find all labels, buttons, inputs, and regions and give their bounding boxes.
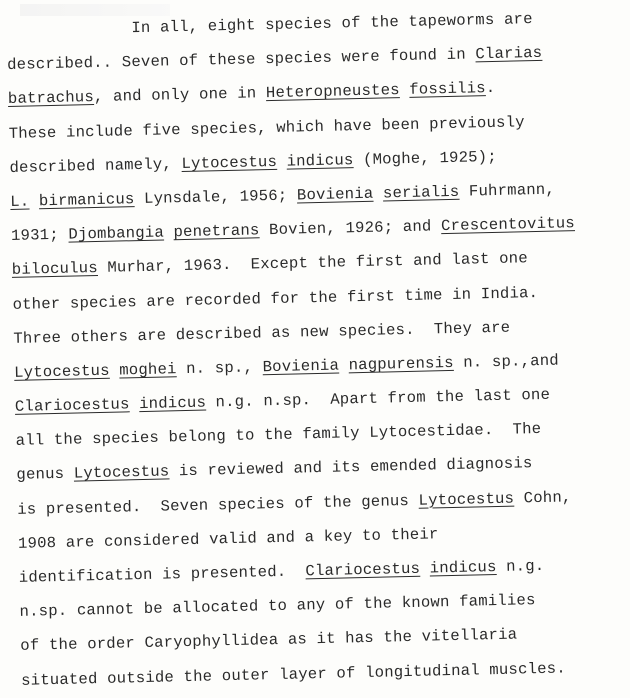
text-segment: Three others are described as new species. They are <box>13 318 511 348</box>
text-segment: 1931; <box>10 225 69 246</box>
text-segment: Lynsdale, 1956; <box>134 186 298 209</box>
underlined-taxon-name: Heteropneustes <box>265 81 400 103</box>
underlined-taxon-name: batrachus <box>7 88 95 109</box>
underlined-taxon-name: Bovienia <box>296 184 374 205</box>
underlined-taxon-name: biloculus <box>11 259 99 280</box>
underlined-taxon-name: Clarias <box>475 44 543 64</box>
underlined-taxon-name: Clariocestus <box>14 395 130 416</box>
text-segment: n. sp., <box>176 358 263 379</box>
underlined-taxon-name: indicus <box>286 150 354 171</box>
text-segment: These include five species, which have been previously <box>8 112 525 143</box>
underlined-taxon-name: Lytocestus <box>181 152 278 173</box>
text-segment: 1908 are considered valid and a key to their <box>17 525 439 553</box>
underlined-taxon-name: L. <box>10 192 30 211</box>
typed-abstract-page <box>6 0 630 698</box>
text-segment: other species are recorded for the first time in India. <box>12 283 539 314</box>
text-segment: is reviewed and its emended diagnosis <box>169 454 533 481</box>
text-segment <box>109 361 119 379</box>
underlined-taxon-name: fossilis <box>409 79 486 100</box>
underlined-taxon-name: Djombangia <box>68 223 165 244</box>
text-segment: . <box>485 79 496 98</box>
underlined-taxon-name: Lytocestus <box>418 489 515 510</box>
text-segment: n.g. n.sp. Apart from the last one <box>205 385 551 412</box>
text-segment: identification is presented. <box>18 562 306 587</box>
text-segment: Cohn, <box>513 487 572 508</box>
text-segment: of the order Caryophyllidea as it has the vitellaria <box>20 625 518 656</box>
text-segment <box>373 184 383 202</box>
underlined-taxon-name: indicus <box>138 393 207 414</box>
text-segment: n.g. <box>496 556 545 577</box>
text-segment: all the species belong to the family Lytocestidae. The <box>15 420 542 451</box>
underlined-taxon-name: Lytocestus <box>13 361 110 382</box>
text-segment: described namely, <box>9 154 182 177</box>
text-segment: is presented. Seven species of the genus <box>17 491 419 519</box>
underlined-taxon-name: nagpurensis <box>348 353 454 375</box>
underlined-taxon-name: serialis <box>382 182 460 203</box>
text-segment: Fuhrmann, <box>459 180 556 201</box>
text-segment: Murhar, 1963. Except the first and last one <box>97 249 529 278</box>
text-segment <box>164 223 174 241</box>
text-segment: situated outside the outer layer of longitudinal muscles. <box>20 659 566 690</box>
text-segment: described.. Seven of these species were found in <box>6 45 476 75</box>
underlined-taxon-name: Bovienia <box>262 356 340 377</box>
text-segment <box>29 192 39 210</box>
text-segment <box>420 560 430 578</box>
underlined-taxon-name: moghei <box>119 360 177 380</box>
text-segment: n. sp.,and <box>453 351 560 372</box>
text-segment <box>339 356 349 374</box>
underlined-taxon-name: indicus <box>429 558 497 578</box>
text-segment: , and only one in <box>93 84 267 107</box>
text-segment: n.sp. cannot be allocated to any of the known families <box>19 591 536 622</box>
text-segment: genus <box>16 465 75 485</box>
text-segment: In all, eight species of the tapeworms are <box>131 10 533 38</box>
text-segment: Bovien, 1926; and <box>259 217 442 240</box>
text-segment: (Moghe, 1925); <box>353 147 498 169</box>
underlined-taxon-name: Clariocestus <box>305 559 421 581</box>
underlined-taxon-name: Lytocestus <box>73 462 170 484</box>
underlined-taxon-name: penetrans <box>173 221 260 242</box>
underlined-taxon-name: Crescentovitus <box>440 214 576 236</box>
underlined-taxon-name: birmanicus <box>38 190 135 211</box>
